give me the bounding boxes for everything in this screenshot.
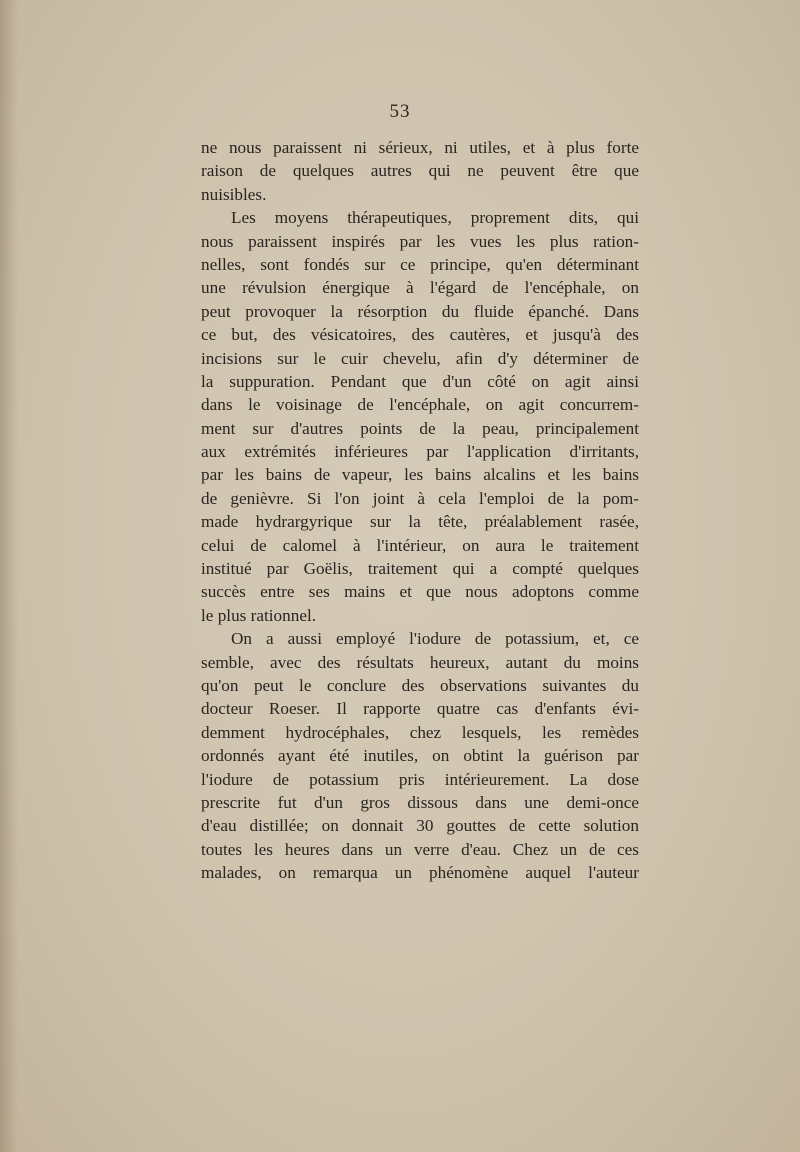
text-line: l'iodure de potassium pris intérieurement. La dose [201, 769, 639, 789]
text-line: une révulsion énergique à l'égard de l'encéphale, on [201, 278, 639, 298]
body-text [201, 136, 639, 885]
text-line: incisions sur le cuir chevelu, afin d'y déterminer de [201, 348, 639, 368]
text-line: nuisibles. [201, 184, 267, 204]
text-line: made hydrargyrique sur la tête, préalablement rasée, [201, 512, 639, 532]
text-line: peut provoquer la résorption du fluide épanché. Dans [201, 301, 639, 321]
text-line: qu'on peut le conclure des observations suivantes du [201, 675, 639, 695]
text-line: prescrite fut d'un gros dissous dans une demi-once [201, 792, 639, 812]
text-line: le plus rationnel. [201, 605, 317, 625]
text-line: par les bains de vapeur, les bains alcalins et les bains [201, 465, 639, 485]
paragraph-start-line: Les moyens thérapeutiques, proprement dits, qui [231, 208, 639, 228]
text-line: dans le voisinage de l'encéphale, on agit concurrem- [201, 395, 639, 415]
text-line: ordonnés ayant été inutiles, on obtint la guérison par [201, 746, 639, 766]
text-line: d'eau distillée; on donnait 30 gouttes de cette solution [201, 816, 639, 836]
text-line: ne nous paraissent ni sérieux, ni utiles, et à plus forte [201, 138, 639, 157]
text-line: raison de quelques autres qui ne peuvent être que [201, 161, 639, 181]
text-line: ce but, des vésicatoires, des cautères, et jusqu'à des [201, 325, 639, 345]
text-line: nous paraissent inspirés par les vues les plus ration- [201, 231, 639, 251]
text-line: docteur Roeser. Il rapporte quatre cas d'enfants évi- [201, 699, 639, 719]
paragraph-start-line: On a aussi employé l'iodure de potassium, et, ce [231, 629, 639, 649]
text-line: toutes les heures dans un verre d'eau. Chez un de ces [201, 839, 639, 859]
text-line: aux extrémités inférieures par l'application d'irritants, [201, 442, 639, 462]
page-edge-shadow [0, 0, 18, 1152]
text-line: nelles, sont fondés sur ce principe, qu'en déterminant [201, 254, 639, 274]
text-line: demment hydrocéphales, chez lesquels, les remèdes [201, 722, 639, 742]
text-line: de genièvre. Si l'on joint à cela l'emploi de la pom- [201, 488, 639, 508]
text-line: succès entre ses mains et que nous adoptons comme [201, 582, 639, 602]
page-number: 53 [389, 101, 411, 122]
text-line: institué par Goëlis, traitement qui a compté quelques [201, 559, 639, 579]
text-line: celui de calomel à l'intérieur, on aura le traitement [201, 535, 639, 555]
text-line: malades, on remarqua un phénomène auquel l'auteur [201, 863, 639, 883]
text-line: semble, avec des résultats heureux, autant du moins [201, 652, 639, 672]
text-line: ment sur d'autres points de la peau, principalement [201, 418, 639, 438]
text-line: la suppuration. Pendant que d'un côté on agit ainsi [201, 371, 639, 391]
